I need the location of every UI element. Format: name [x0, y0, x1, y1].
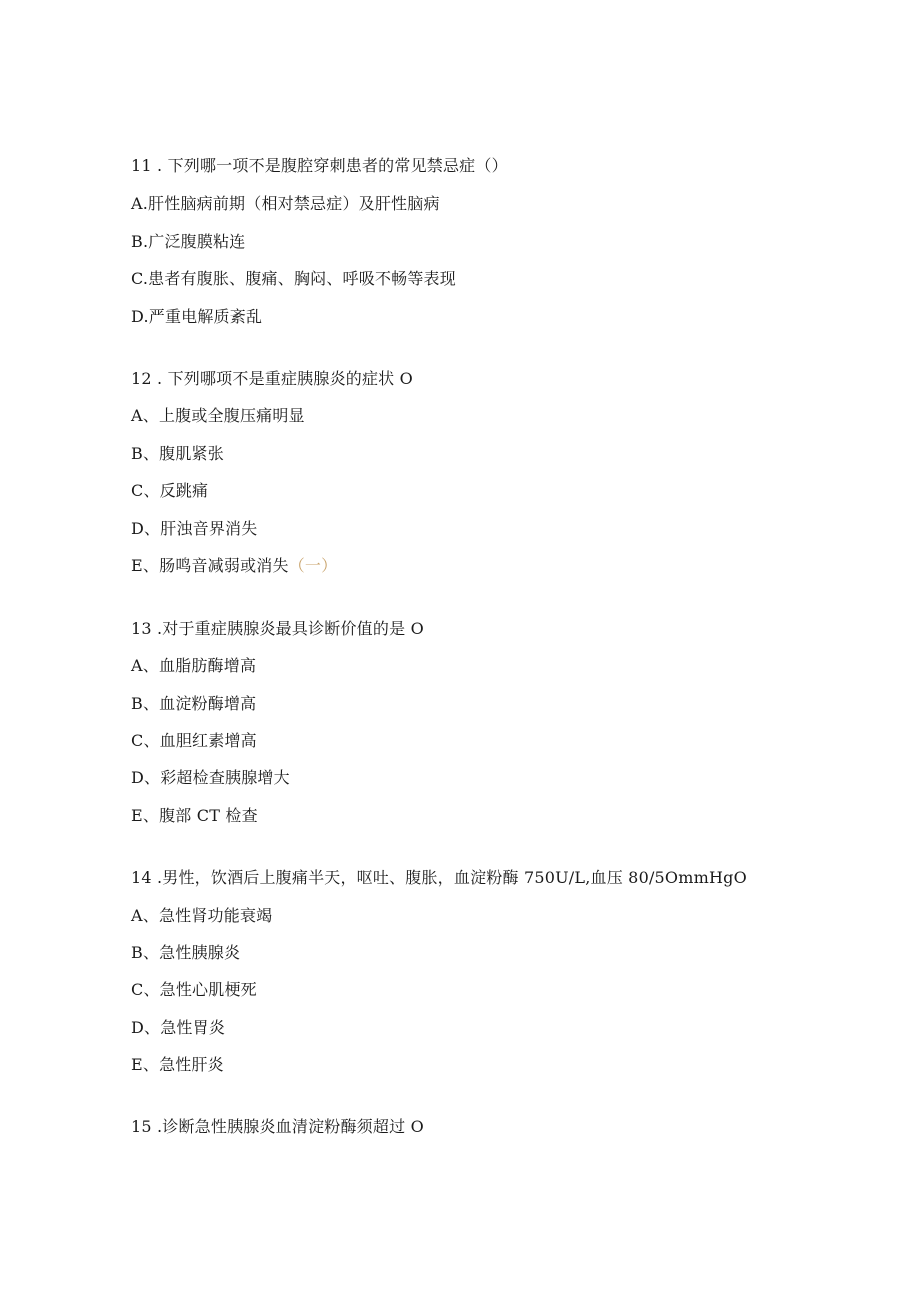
- question-13-option-b: B、血淀粉酶增高: [131, 694, 257, 713]
- question-13-option-d: D、彩超检查胰腺增大: [131, 768, 290, 787]
- question-14-stem: [131, 868, 747, 888]
- question-number: 11: [131, 156, 152, 175]
- question-number: 14: [131, 868, 152, 887]
- question-14-option-e: E、急性肝炎: [131, 1055, 224, 1074]
- question-number: 12: [131, 369, 152, 388]
- question-text: . 下列哪项不是重症胰腺炎的症状 O: [157, 369, 413, 388]
- option-text: E、肠鸣音减弱或消失: [131, 556, 289, 575]
- question-12-option-d: D、肝浊音界消失: [131, 519, 258, 538]
- question-13-option-a: A、血脂肪酶增高: [131, 656, 257, 675]
- question-14-option-c: C、急性心肌梗死: [131, 980, 257, 999]
- question-text: . 下列哪一项不是腹腔穿刺患者的常见禁忌症（）: [157, 156, 508, 175]
- question-11-option-c: C.患者有腹胀、腹痛、胸闷、呼吸不畅等表现: [131, 269, 456, 288]
- question-14-option-d: D、急性胃炎: [131, 1018, 226, 1037]
- question-number: 15: [131, 1117, 152, 1136]
- question-13-stem: [131, 619, 424, 639]
- question-11-option-d: D.严重电解质紊乱: [131, 307, 263, 326]
- question-11-stem: [131, 156, 508, 176]
- question-12-option-c: C、反跳痛: [131, 481, 209, 500]
- question-12-option-b: B、腹肌紧张: [131, 444, 224, 463]
- question-14-option-b: B、急性胰腺炎: [131, 943, 241, 962]
- question-text: .对于重症胰腺炎最具诊断价值的是 O: [157, 619, 424, 638]
- question-text: .男性，饮酒后上腹痛半天，呕吐、腹胀，血淀粉酶 750U/L,血压 80/5OmmHgO: [157, 868, 747, 887]
- question-12-stem: [131, 369, 413, 389]
- question-text: .诊断急性胰腺炎血清淀粉酶须超过 O: [157, 1117, 424, 1136]
- question-11-option-b: B.广泛腹膜粘连: [131, 232, 246, 251]
- answer-blank: （一）: [288, 556, 338, 575]
- question-14-option-a: A、急性肾功能衰竭: [131, 906, 273, 925]
- question-11-option-a: A.肝性脑病前期（相对禁忌症）及肝性脑病: [131, 194, 440, 213]
- question-15-stem: [131, 1117, 424, 1137]
- question-12-option-e: [131, 556, 337, 576]
- question-13-option-e: E、腹部 CT 检查: [131, 806, 258, 825]
- question-12-option-a: A、上腹或全腹压痛明显: [131, 406, 305, 425]
- question-13-option-c: C、血胆红素增高: [131, 731, 257, 750]
- question-number: 13: [131, 619, 152, 638]
